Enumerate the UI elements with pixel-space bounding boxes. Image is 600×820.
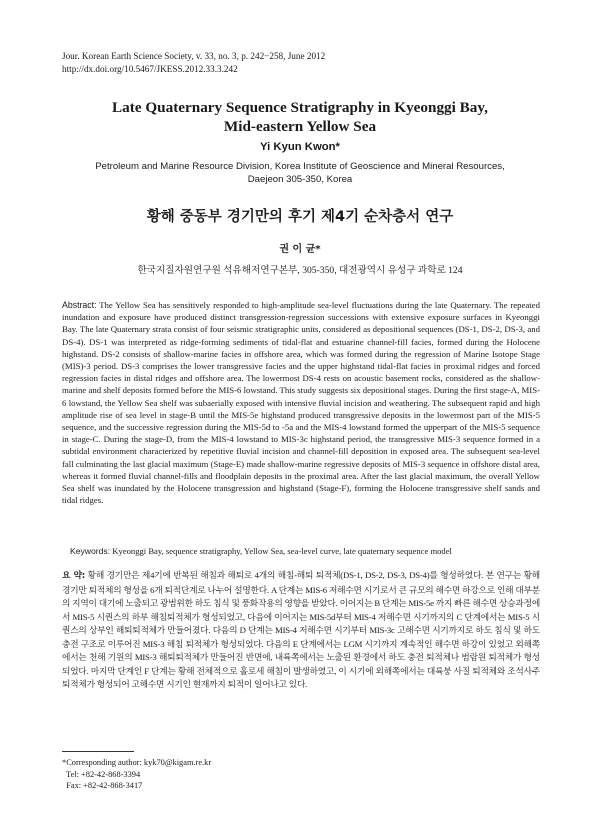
- doi-link[interactable]: http://dx.doi.org/10.5467/JKESS.2012.33.3.242: [62, 63, 238, 74]
- title-line-2: Mid-eastern Yellow Sea: [223, 118, 377, 135]
- korean-abstract-text: 황해 경기만은 제4기에 반복된 해침과 해퇴로 4개의 해침-해퇴 퇴적체(DS-1, DS-2, DS-3, DS-4)를 형성하였다. 본 연구는 황해 경기만 퇴적체의 형성을 6개 퇴적단계로 나누어 설명한다. A 단계는 MIS-6 저해수면 시기로서 큰 규모의 해수면 하강으로 인해 대부분의 지역이 대기에 노출되고 광범위한 하도 침식 및 풍화작용의 영향을 받았다. 이어지는 B 단계는 MIS-5e 까지 빠른 해수면 상승과정에서 MIS-5 시퀀스의 하부 해침퇴적체가 형성되었고, 다음에 이어지는 MIS-5d부터 MIS-4 저해수면 시기까지의 C 단계에서는 MIS-5 시퀀스의 상부인 해퇴퇴적체가 만들어졌다. 다음의 D 단계는 MIS-4 저해수면 시기부터 MIS-3c 고해수면 시기까지로 하도 침식 및 하도 충전 구조로 이루어진 MIS-3 해침 퇴적체가 형성되었다. 다음의 E 단계에서는 LGM 시기까지 계속적인 해수면 하강이 있었고 외해쪽에서는 천해 기원의 MIS-3 해퇴퇴적체가 만들어진 반면에, 내륙쪽에서는 노출된 환경에서 하도 충전 퇴적체나 범람원 퇴적체가 형성되었다. 마지막 단계인 F 단계는 황해 전체적으로 홀로세 해침이 발생하였고, 이 시기에 외해쪽에서는 대륙붕 사질 퇴적체와 조석사주 퇴적체가 형성되어 고해수면 시기인 현재까지 퇴적이 일어나고 있다.: [62, 570, 541, 689]
- korean-author: 권 이 균*: [279, 244, 321, 255]
- author-name: Yi Kyun Kwon*: [260, 141, 340, 153]
- title-line-1: Late Quaternary Sequence Stratigraphy in Kyeonggi Bay,: [112, 99, 488, 116]
- footnote-divider: [62, 751, 134, 752]
- english-abstract: [62, 299, 540, 506]
- affiliation-line-2: Daejeon 305-350, Korea: [247, 174, 353, 185]
- abstract-label: Abstract:: [62, 300, 97, 310]
- korean-abstract: [62, 569, 540, 692]
- footnote: [62, 757, 211, 792]
- author-tel: Tel: +82-42-868-3394: [62, 769, 141, 779]
- korean-abstract-label: 요 약:: [62, 571, 86, 581]
- corresponding-author: *Corresponding author: kyk70@kigam.re.kr: [62, 758, 212, 767]
- author-fax: Fax: +82-42-868-3417: [62, 781, 143, 791]
- korean-affiliation: 한국지질자원연구원 석유해저연구본부, 305-350, 대전광역시 유성구 과학로 124: [137, 265, 463, 276]
- keywords-text: Kyeonggi Bay, sequence stratigraphy, Yellow Sea, sea-level curve, late quaternary sequence model: [112, 546, 452, 556]
- abstract-text: The Yellow Sea has sensitively responded to high-amplitude sea-level fluctuations during the late Quaternary. The repeated inundation and exposure have produced distinct transgression-regression successions with extensive exposure surfaces in Kyeonggi Bay. The late Quaternary strata consist of four seismic stratigraphic units, considered as depositional sequences (DS-1, DS-2, DS-3, and DS-4). DS-1 was interpreted as ridge-forming sediments of tidal-flat and estuarine channel-fill facies, formed during the Holocene highstand. DS-2 consists of shallow-marine facies in offshore area, which was formed during the regression of Marine Isotope Stage (MIS)-3 period. DS-3 comprises the lower transgressive facies and the upper highstand tidal-flat facies in proximal ridges and forced regression facies in distal ridges and offshore area. The lowermost DS-4 rests on acoustic basement rocks, considered as the shallow-marine and shelf deposits formed before the MIS-6 lowstand. This study suggests six depositional stages. During the first stage-A, MIS-6 lowstand, the Yellow Sea shelf was subaerially exposed with intensive fluvial incision and weathering. The subsequent rapid and high amplitude rise of sea level in stage-B until the MIS-5e highstand produced transgressive deposits in the lowermost part of the MIS-5 sequence, and the successive regression during the MIS-5d to -5a and the MIS-4 lowstand formed the upperpart of the MIS-5 sequence in stage-C. During the stage-D, from the MIS-4 lowstand to MIS-3c highstand period, the transgressive MIS-3 sequence formed in a subtidal environment characterized by repetitive fluvial incision and channel-fill deposition in exposed area. The subsequent sea-level fall culminating the last glacial maximum (Stage-E) made shallow-marine regressive deposits of MIS-3 sequence in offshore distal area, whereas it formed fluvial channel-fills and floodplain deposits in the proximal area. After the last glacial maximum, the overall Yellow Sea shelf was inundated by the Holocene transgression and highstand (Stage-F), forming the Holocene transgressive shelf sands and tidal ridges.: [62, 300, 540, 506]
- journal-header: [62, 50, 325, 75]
- keywords-label: Keywords:: [70, 546, 111, 556]
- korean-title: 황해 중동부 경기만의 후기 제4기 순차층서 연구: [146, 209, 454, 225]
- affiliation-line-1: Petroleum and Marine Resource Division, Korea Institute of Geoscience and Mineral Resources,: [95, 161, 505, 172]
- journal-citation: Jour. Korean Earth Science Society, v. 33, no. 3, p. 242−258, June 2012: [62, 51, 326, 61]
- author-affiliation: [60, 160, 540, 186]
- paper-title: [40, 98, 560, 136]
- keywords: [70, 545, 540, 557]
